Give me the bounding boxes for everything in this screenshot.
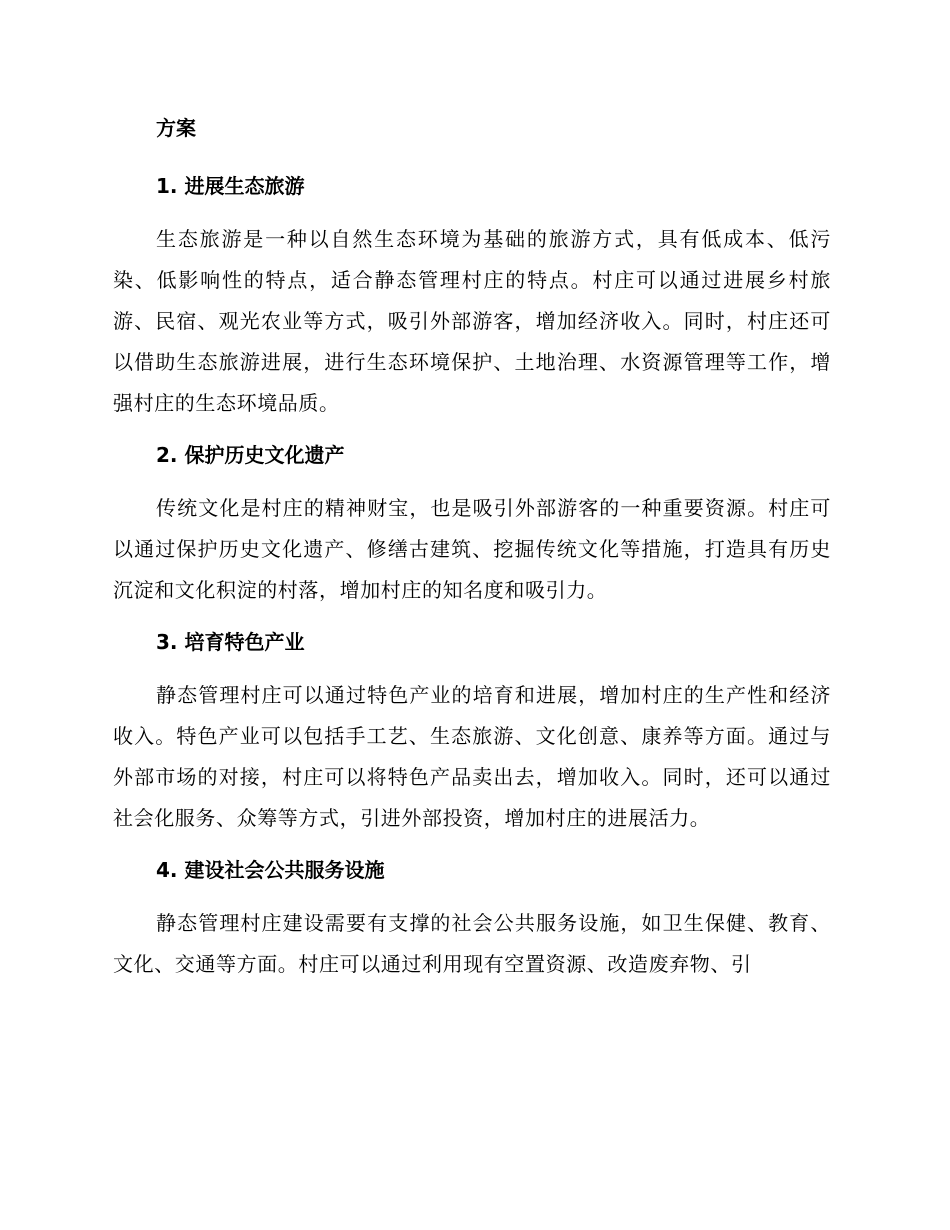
- document-title: 方案: [156, 116, 196, 140]
- section-heading-4: 4. 建设社会公共服务设施: [156, 858, 385, 882]
- section-paragraph-1: 生态旅游是一种以自然生态环境为基础的旅游方式，具有低成本、低污染、低影响性的特点，适合静态管理村庄的特点。村庄可以通过进展乡村旅游、民宿、观光农业等方式，吸引外部游客，增加经济收入。同时，村庄还可以借助生态旅游进展，进行生态环境保护、土地治理、水资源管理等工作，增强村庄的生态环境品质。: [113, 227, 831, 415]
- section-heading-1: 1. 进展生态旅游: [156, 174, 305, 198]
- section-paragraph-3: 静态管理村庄可以通过特色产业的培育和进展，增加村庄的生产性和经济收入。特色产业可以包括手工艺、生态旅游、文化创意、康养等方面。通过与外部市场的对接，村庄可以将特色产品卖出去，增加收入。同时，还可以通过社会化服务、众筹等方式，引进外部投资，增加村庄的进展活力。: [113, 683, 831, 830]
- section-paragraph-4: 静态管理村庄建设需要有支撑的社会公共服务设施，如卫生保健、教育、文化、交通等方面。村庄可以通过利用现有空置资源、改造废弃物、引: [113, 911, 831, 976]
- section-heading-3: 3. 培育特色产业: [156, 630, 305, 654]
- section-heading-2: 2. 保护历史文化遗产: [156, 443, 345, 467]
- section-paragraph-2: 传统文化是村庄的精神财宝，也是吸引外部游客的一种重要资源。村庄可以通过保护历史文化遗产、修缮古建筑、挖掘传统文化等措施，打造具有历史沉淀和文化积淀的村落，增加村庄的知名度和吸引力。: [113, 496, 831, 602]
- document-body: [113, 112, 831, 985]
